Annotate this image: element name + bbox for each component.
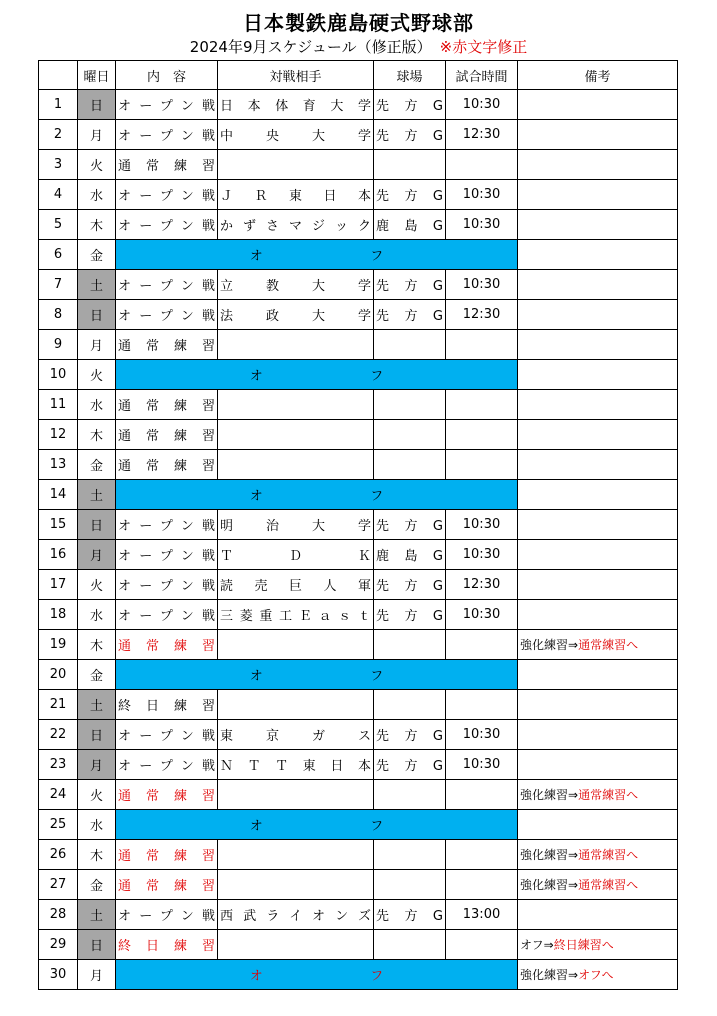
opponent-cell bbox=[218, 450, 374, 480]
weekday-cell: 月 bbox=[78, 540, 116, 570]
venue-cell: 先方G bbox=[374, 180, 446, 210]
opponent-cell: 法 政 大 学 bbox=[218, 300, 374, 330]
note-cell bbox=[518, 300, 678, 330]
content-cell: オープン戦 bbox=[116, 90, 218, 120]
off-label-1: オ bbox=[249, 249, 263, 264]
venue-cell bbox=[374, 450, 446, 480]
table-row bbox=[39, 360, 678, 390]
header-content: 内 容 bbox=[116, 61, 218, 90]
content-cell: 通常練習 bbox=[116, 420, 218, 450]
note-cell bbox=[518, 870, 678, 900]
day-cell: 23 bbox=[39, 750, 78, 780]
off-label-2: フ bbox=[370, 819, 384, 834]
note-prefix: 強化練習⇒ bbox=[520, 638, 579, 652]
header-venue: 球場 bbox=[374, 61, 446, 90]
content-cell: 通常練習 bbox=[116, 330, 218, 360]
note-prefix: 強化練習⇒ bbox=[520, 878, 579, 892]
weekday-cell: 土 bbox=[78, 270, 116, 300]
table-row bbox=[39, 810, 678, 840]
table-row bbox=[39, 840, 678, 870]
time-cell bbox=[446, 690, 518, 720]
time-cell bbox=[446, 420, 518, 450]
table-row bbox=[39, 900, 678, 930]
off-label-2: フ bbox=[370, 249, 384, 264]
note-cell bbox=[518, 120, 678, 150]
note-cell bbox=[518, 570, 678, 600]
content-cell: オープン戦 bbox=[116, 510, 218, 540]
opponent-cell: 三菱重工Ｅａｓｔ bbox=[218, 600, 374, 630]
weekday-cell: 木 bbox=[78, 420, 116, 450]
note-cell bbox=[518, 150, 678, 180]
opponent-cell bbox=[218, 690, 374, 720]
header-row bbox=[39, 61, 678, 90]
day-cell: 29 bbox=[39, 930, 78, 960]
note-cell bbox=[518, 540, 678, 570]
day-cell: 27 bbox=[39, 870, 78, 900]
day-cell: 30 bbox=[39, 960, 78, 990]
venue-cell: 鹿島G bbox=[374, 540, 446, 570]
off-label-2: フ bbox=[370, 369, 384, 384]
opponent-cell bbox=[218, 330, 374, 360]
note-cell bbox=[518, 600, 678, 630]
note-change: 通常練習へ bbox=[578, 878, 639, 892]
content-cell: オープン戦 bbox=[116, 600, 218, 630]
time-cell: 13:00 bbox=[446, 900, 518, 930]
off-day-cell bbox=[116, 360, 518, 390]
content-cell: 通常練習 bbox=[116, 870, 218, 900]
time-cell: 10:30 bbox=[446, 720, 518, 750]
content-cell: オープン戦 bbox=[116, 570, 218, 600]
weekday-cell: 火 bbox=[78, 780, 116, 810]
table-row bbox=[39, 180, 678, 210]
table-row bbox=[39, 390, 678, 420]
time-cell: 12:30 bbox=[446, 300, 518, 330]
table-row bbox=[39, 930, 678, 960]
day-cell: 12 bbox=[39, 420, 78, 450]
weekday-cell: 木 bbox=[78, 840, 116, 870]
venue-cell: 先方G bbox=[374, 900, 446, 930]
table-row bbox=[39, 780, 678, 810]
subtitle-note: ※赤文字修正 bbox=[439, 38, 528, 56]
time-cell: 10:30 bbox=[446, 90, 518, 120]
note-cell bbox=[518, 420, 678, 450]
day-cell: 25 bbox=[39, 810, 78, 840]
content-cell: オープン戦 bbox=[116, 210, 218, 240]
off-day-cell bbox=[116, 660, 518, 690]
off-label-1: オ bbox=[249, 819, 263, 834]
venue-cell: 鹿島G bbox=[374, 210, 446, 240]
venue-cell bbox=[374, 630, 446, 660]
weekday-cell: 火 bbox=[78, 150, 116, 180]
opponent-cell bbox=[218, 420, 374, 450]
weekday-cell: 金 bbox=[78, 450, 116, 480]
content-cell: 通常練習 bbox=[116, 390, 218, 420]
note-cell bbox=[518, 720, 678, 750]
time-cell: 10:30 bbox=[446, 540, 518, 570]
note-prefix: オフ⇒ bbox=[520, 938, 554, 952]
opponent-cell bbox=[218, 630, 374, 660]
weekday-cell: 木 bbox=[78, 210, 116, 240]
note-cell bbox=[518, 840, 678, 870]
opponent-cell bbox=[218, 840, 374, 870]
opponent-cell bbox=[218, 780, 374, 810]
weekday-cell: 木 bbox=[78, 630, 116, 660]
weekday-cell: 金 bbox=[78, 240, 116, 270]
content-cell: オープン戦 bbox=[116, 750, 218, 780]
note-cell bbox=[518, 510, 678, 540]
content-cell: オープン戦 bbox=[116, 900, 218, 930]
header-weekday: 曜日 bbox=[78, 61, 116, 90]
opponent-cell: ＮＴＴ東日本 bbox=[218, 750, 374, 780]
opponent-cell: 西武ライオンズ bbox=[218, 900, 374, 930]
time-cell bbox=[446, 870, 518, 900]
weekday-cell: 日 bbox=[78, 930, 116, 960]
note-cell bbox=[518, 270, 678, 300]
table-row bbox=[39, 540, 678, 570]
note-cell bbox=[518, 360, 678, 390]
weekday-cell: 金 bbox=[78, 660, 116, 690]
opponent-cell: 立 教 大 学 bbox=[218, 270, 374, 300]
time-cell bbox=[446, 390, 518, 420]
weekday-cell: 火 bbox=[78, 360, 116, 390]
note-cell bbox=[518, 390, 678, 420]
venue-cell bbox=[374, 420, 446, 450]
note-change: 通常練習へ bbox=[578, 638, 639, 652]
venue-cell bbox=[374, 930, 446, 960]
venue-cell: 先方G bbox=[374, 600, 446, 630]
note-prefix: 強化練習⇒ bbox=[520, 968, 579, 982]
time-cell: 10:30 bbox=[446, 750, 518, 780]
weekday-cell: 月 bbox=[78, 330, 116, 360]
note-cell bbox=[518, 630, 678, 660]
header-opponent: 対戦相手 bbox=[218, 61, 374, 90]
day-cell: 19 bbox=[39, 630, 78, 660]
weekday-cell: 水 bbox=[78, 810, 116, 840]
opponent-cell: 読売巨人軍 bbox=[218, 570, 374, 600]
weekday-cell: 土 bbox=[78, 690, 116, 720]
note-change: オフへ bbox=[578, 968, 614, 982]
off-label-2: フ bbox=[370, 969, 384, 984]
opponent-cell: ＴＤＫ bbox=[218, 540, 374, 570]
note-cell bbox=[518, 780, 678, 810]
header-day bbox=[39, 61, 78, 90]
weekday-cell: 水 bbox=[78, 390, 116, 420]
header-time: 試合時間 bbox=[446, 61, 518, 90]
day-cell: 28 bbox=[39, 900, 78, 930]
content-cell: オープン戦 bbox=[116, 270, 218, 300]
opponent-cell: 中 央 大 学 bbox=[218, 120, 374, 150]
note-cell bbox=[518, 480, 678, 510]
note-cell bbox=[518, 180, 678, 210]
table-row bbox=[39, 330, 678, 360]
content-cell: オープン戦 bbox=[116, 180, 218, 210]
day-cell: 14 bbox=[39, 480, 78, 510]
weekday-cell: 日 bbox=[78, 720, 116, 750]
day-cell: 9 bbox=[39, 330, 78, 360]
weekday-cell: 月 bbox=[78, 750, 116, 780]
note-cell bbox=[518, 900, 678, 930]
content-cell: オープン戦 bbox=[116, 120, 218, 150]
schedule-table bbox=[38, 60, 678, 990]
venue-cell bbox=[374, 870, 446, 900]
table-row bbox=[39, 270, 678, 300]
note-change: 通常練習へ bbox=[578, 788, 639, 802]
day-cell: 11 bbox=[39, 390, 78, 420]
venue-cell bbox=[374, 690, 446, 720]
table-row bbox=[39, 690, 678, 720]
time-cell: 10:30 bbox=[446, 180, 518, 210]
weekday-cell: 火 bbox=[78, 570, 116, 600]
opponent-cell: 日本体育大学 bbox=[218, 90, 374, 120]
venue-cell: 先方G bbox=[374, 750, 446, 780]
table-row bbox=[39, 750, 678, 780]
venue-cell: 先方G bbox=[374, 120, 446, 150]
day-cell: 17 bbox=[39, 570, 78, 600]
content-cell: 終日練習 bbox=[116, 930, 218, 960]
table-row bbox=[39, 240, 678, 270]
page-subtitle bbox=[0, 37, 717, 57]
note-change: 終日練習へ bbox=[553, 938, 614, 952]
opponent-cell: かずさマジック bbox=[218, 210, 374, 240]
day-cell: 2 bbox=[39, 120, 78, 150]
table-row bbox=[39, 510, 678, 540]
time-cell bbox=[446, 840, 518, 870]
table-row bbox=[39, 150, 678, 180]
weekday-cell: 水 bbox=[78, 180, 116, 210]
table-row bbox=[39, 120, 678, 150]
table-row bbox=[39, 450, 678, 480]
time-cell bbox=[446, 330, 518, 360]
off-day-cell bbox=[116, 240, 518, 270]
table-row bbox=[39, 960, 678, 990]
table-row bbox=[39, 300, 678, 330]
day-cell: 20 bbox=[39, 660, 78, 690]
day-cell: 18 bbox=[39, 600, 78, 630]
note-cell bbox=[518, 330, 678, 360]
table-row bbox=[39, 570, 678, 600]
day-cell: 22 bbox=[39, 720, 78, 750]
table-row bbox=[39, 630, 678, 660]
off-day-cell bbox=[116, 480, 518, 510]
day-cell: 8 bbox=[39, 300, 78, 330]
venue-cell: 先方G bbox=[374, 300, 446, 330]
header-note: 備考 bbox=[518, 61, 678, 90]
day-cell: 15 bbox=[39, 510, 78, 540]
time-cell: 12:30 bbox=[446, 570, 518, 600]
venue-cell bbox=[374, 330, 446, 360]
content-cell: オープン戦 bbox=[116, 300, 218, 330]
note-change: 通常練習へ bbox=[578, 848, 639, 862]
venue-cell: 先方G bbox=[374, 270, 446, 300]
day-cell: 3 bbox=[39, 150, 78, 180]
table-row bbox=[39, 720, 678, 750]
opponent-cell bbox=[218, 390, 374, 420]
time-cell: 10:30 bbox=[446, 600, 518, 630]
day-cell: 7 bbox=[39, 270, 78, 300]
day-cell: 1 bbox=[39, 90, 78, 120]
note-prefix: 強化練習⇒ bbox=[520, 788, 579, 802]
note-cell bbox=[518, 750, 678, 780]
table-row bbox=[39, 870, 678, 900]
weekday-cell: 日 bbox=[78, 300, 116, 330]
content-cell: オープン戦 bbox=[116, 720, 218, 750]
day-cell: 24 bbox=[39, 780, 78, 810]
opponent-cell: 東 京 ガ ス bbox=[218, 720, 374, 750]
content-cell: 終日練習 bbox=[116, 690, 218, 720]
note-cell bbox=[518, 690, 678, 720]
opponent-cell bbox=[218, 870, 374, 900]
venue-cell: 先方G bbox=[374, 510, 446, 540]
venue-cell: 先方G bbox=[374, 570, 446, 600]
weekday-cell: 日 bbox=[78, 90, 116, 120]
time-cell: 10:30 bbox=[446, 510, 518, 540]
time-cell bbox=[446, 780, 518, 810]
note-cell bbox=[518, 960, 678, 990]
table-row bbox=[39, 210, 678, 240]
off-label-1: オ bbox=[249, 969, 263, 984]
note-cell bbox=[518, 450, 678, 480]
note-cell bbox=[518, 90, 678, 120]
page-title: 日本製鉄鹿島硬式野球部 bbox=[243, 11, 474, 35]
off-label-2: フ bbox=[370, 489, 384, 504]
opponent-cell: 明 治 大 学 bbox=[218, 510, 374, 540]
note-cell bbox=[518, 810, 678, 840]
venue-cell: 先方G bbox=[374, 720, 446, 750]
day-cell: 4 bbox=[39, 180, 78, 210]
subtitle-text: 2024年9月スケジュール（修正版） bbox=[189, 38, 432, 56]
venue-cell bbox=[374, 840, 446, 870]
time-cell: 10:30 bbox=[446, 270, 518, 300]
weekday-cell: 土 bbox=[78, 480, 116, 510]
table-row bbox=[39, 90, 678, 120]
weekday-cell: 月 bbox=[78, 960, 116, 990]
note-cell bbox=[518, 660, 678, 690]
weekday-cell: 月 bbox=[78, 120, 116, 150]
day-cell: 5 bbox=[39, 210, 78, 240]
day-cell: 21 bbox=[39, 690, 78, 720]
opponent-cell bbox=[218, 930, 374, 960]
off-day-cell bbox=[116, 810, 518, 840]
time-cell bbox=[446, 450, 518, 480]
opponent-cell: ＪＲ東日本 bbox=[218, 180, 374, 210]
venue-cell bbox=[374, 780, 446, 810]
weekday-cell: 金 bbox=[78, 870, 116, 900]
day-cell: 10 bbox=[39, 360, 78, 390]
content-cell: 通常練習 bbox=[116, 780, 218, 810]
content-cell: 通常練習 bbox=[116, 450, 218, 480]
day-cell: 6 bbox=[39, 240, 78, 270]
venue-cell bbox=[374, 390, 446, 420]
table-row bbox=[39, 660, 678, 690]
opponent-cell bbox=[218, 150, 374, 180]
note-cell bbox=[518, 240, 678, 270]
time-cell bbox=[446, 630, 518, 660]
off-label-2: フ bbox=[370, 669, 384, 684]
off-label-1: オ bbox=[249, 669, 263, 684]
venue-cell bbox=[374, 150, 446, 180]
weekday-cell: 日 bbox=[78, 510, 116, 540]
note-prefix: 強化練習⇒ bbox=[520, 848, 579, 862]
time-cell: 12:30 bbox=[446, 120, 518, 150]
content-cell: オープン戦 bbox=[116, 540, 218, 570]
time-cell bbox=[446, 930, 518, 960]
note-cell bbox=[518, 210, 678, 240]
venue-cell: 先方G bbox=[374, 90, 446, 120]
day-cell: 16 bbox=[39, 540, 78, 570]
off-label-1: オ bbox=[249, 369, 263, 384]
content-cell: 通常練習 bbox=[116, 150, 218, 180]
time-cell bbox=[446, 150, 518, 180]
day-cell: 26 bbox=[39, 840, 78, 870]
content-cell: 通常練習 bbox=[116, 840, 218, 870]
table-row bbox=[39, 420, 678, 450]
off-day-cell bbox=[116, 960, 518, 990]
weekday-cell: 水 bbox=[78, 600, 116, 630]
off-label-1: オ bbox=[249, 489, 263, 504]
table-row bbox=[39, 480, 678, 510]
table-row bbox=[39, 600, 678, 630]
time-cell: 10:30 bbox=[446, 210, 518, 240]
weekday-cell: 土 bbox=[78, 900, 116, 930]
content-cell: 通常練習 bbox=[116, 630, 218, 660]
note-cell bbox=[518, 930, 678, 960]
day-cell: 13 bbox=[39, 450, 78, 480]
